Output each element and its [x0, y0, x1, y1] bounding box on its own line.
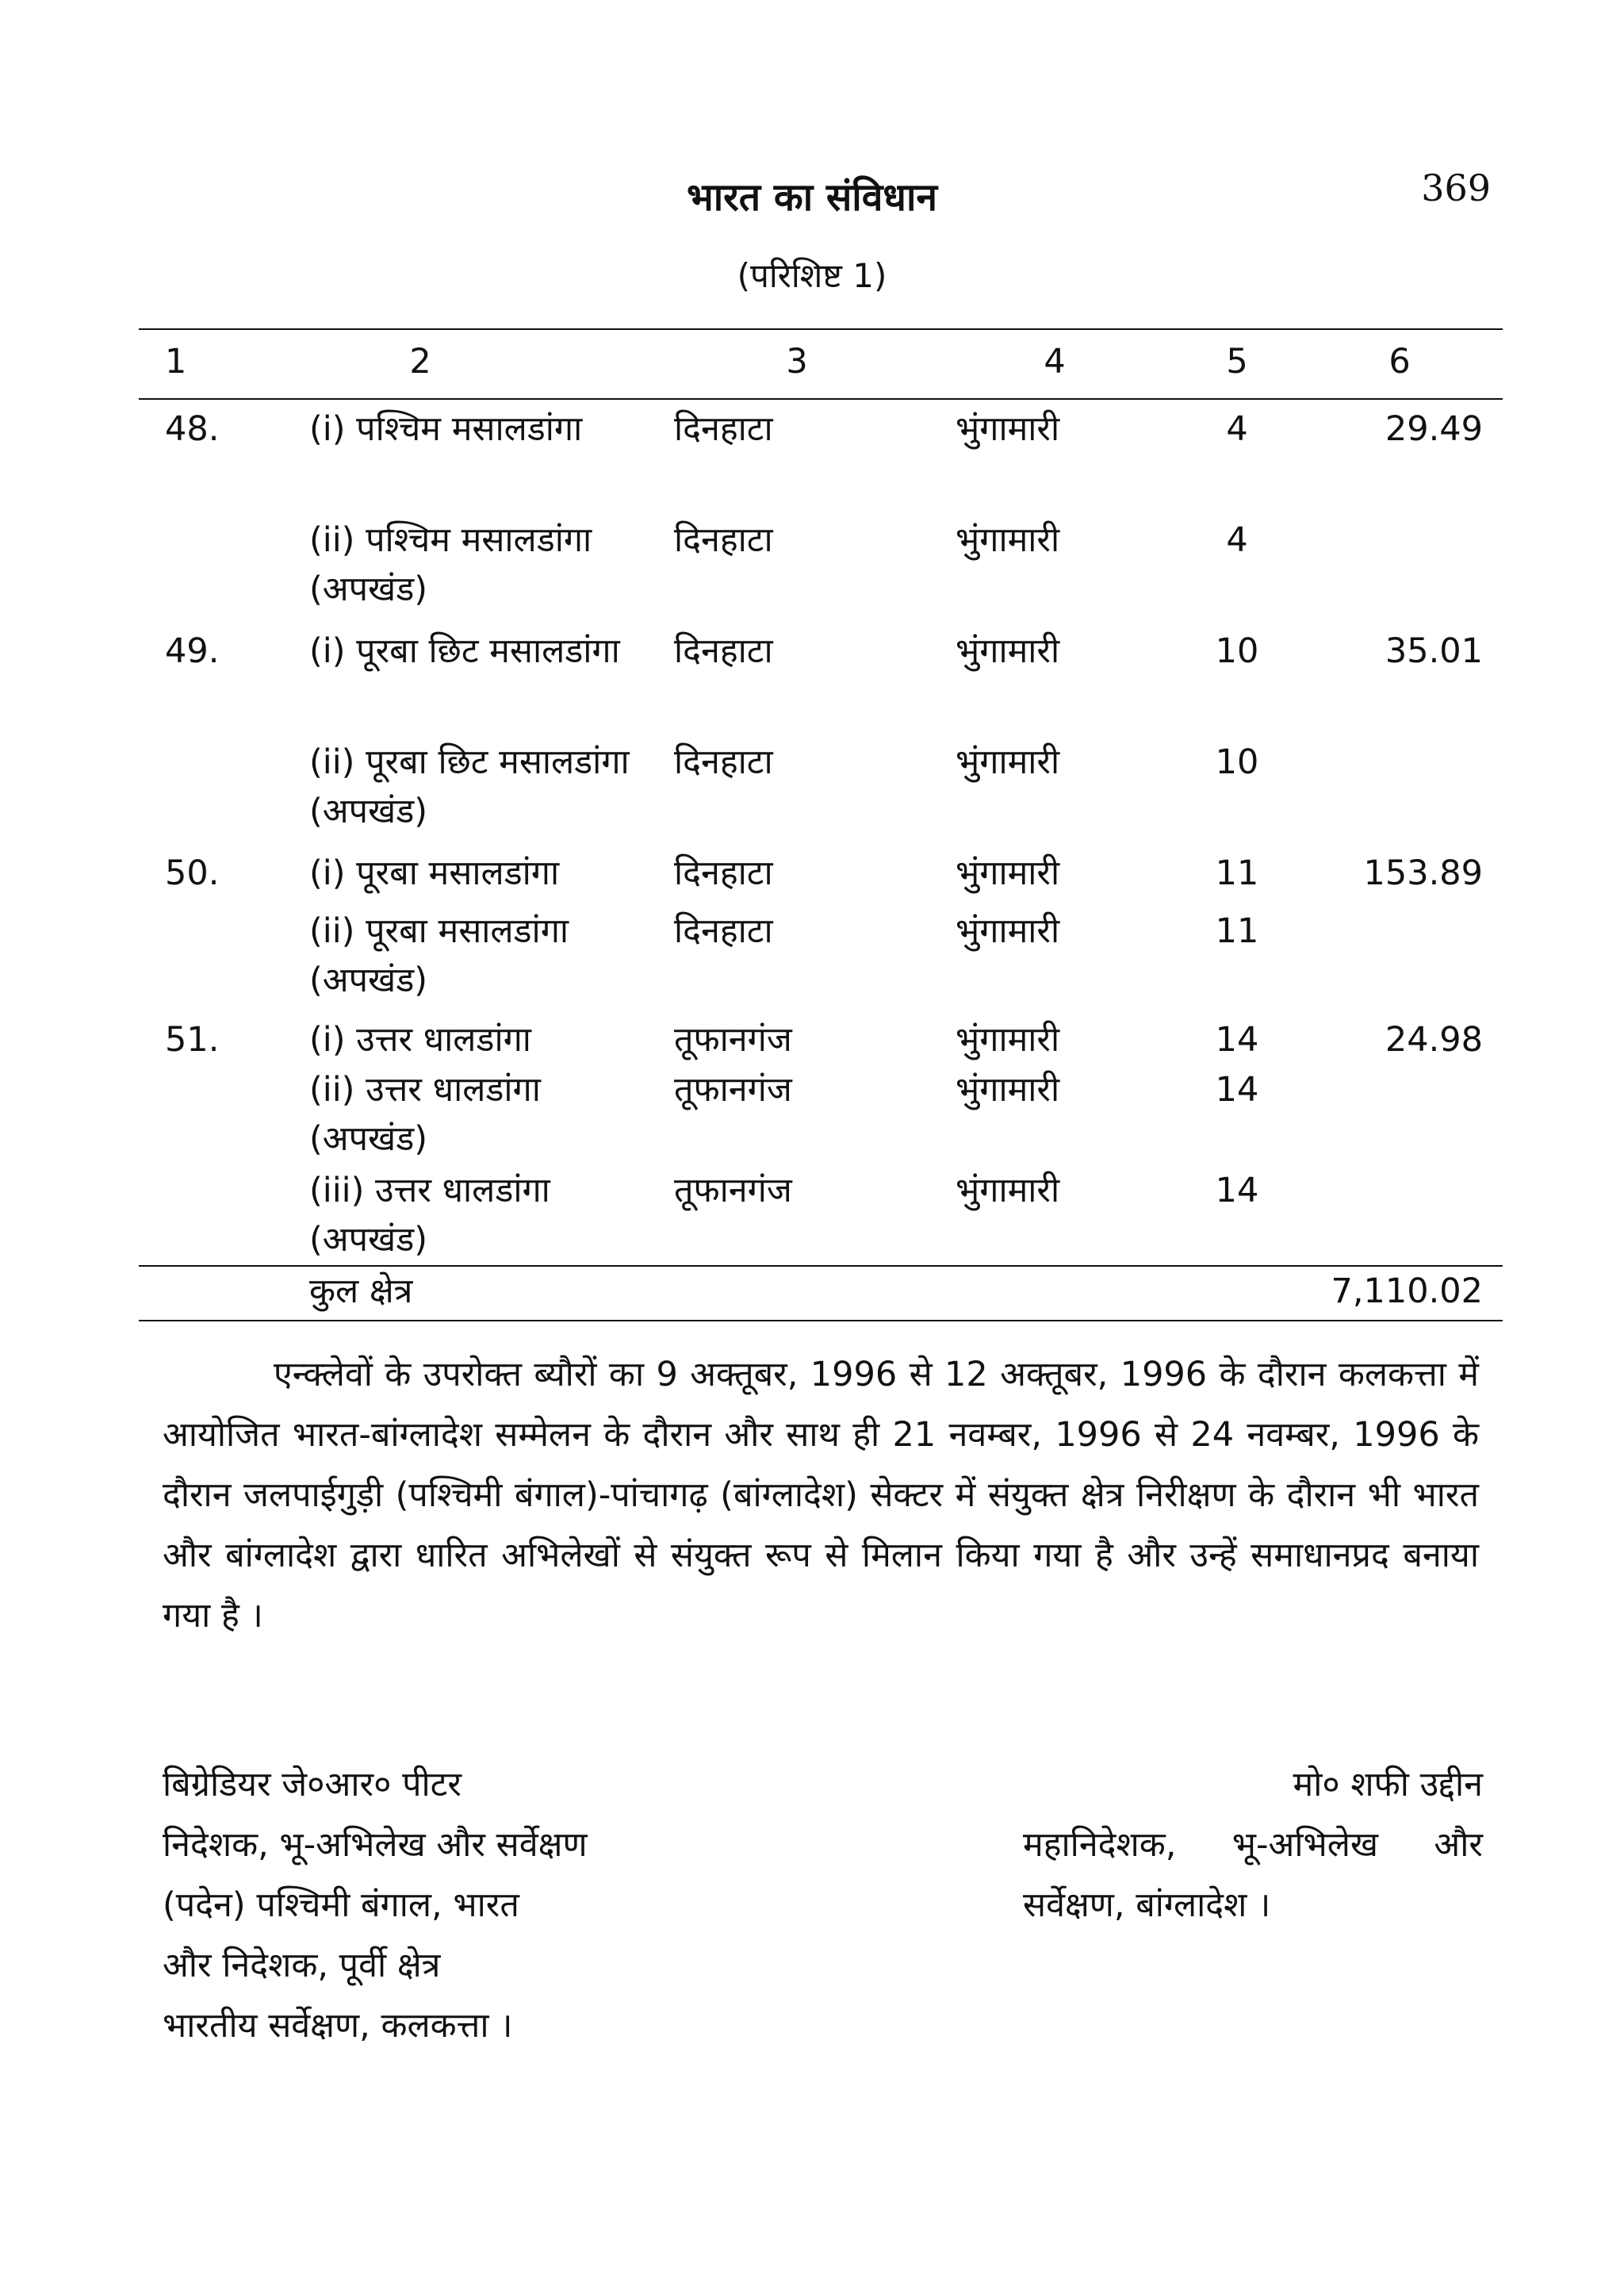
police-station-name: भुंगामारी: [956, 1171, 1060, 1210]
subdivision-name: तूफानगंज: [674, 1070, 792, 1110]
area-value: 29.49: [1385, 409, 1483, 449]
subdivision-name: तूफानगंज: [674, 1171, 792, 1210]
subdivision-name: दिनहाटा: [674, 742, 773, 782]
total-value: 7,110.02: [1331, 1271, 1483, 1311]
subdivision-name: दिनहाटा: [674, 911, 773, 951]
area-value: 153.89: [1363, 853, 1483, 893]
enclave-name: (ii) पूरबा छिट मसालडांगा (अपखंड): [309, 742, 630, 831]
subdivision-name: दिनहाटा: [674, 631, 773, 671]
signatory-designation-line: (पदेन) पश्चिमी बंगाल, भारत: [163, 1885, 519, 1925]
jurisdiction-list-number: 14: [1215, 1020, 1259, 1060]
signatory-designation-line: और निदेशक, पूर्वी क्षेत्र: [163, 1946, 441, 1985]
column-header-3: 3: [786, 342, 808, 382]
signatory-name: बिग्रेडियर जे०आर० पीटर: [163, 1765, 462, 1804]
signature-block-india: [163, 1754, 876, 2056]
enclave-number: 51.: [165, 1020, 220, 1060]
police-station-name: भुंगामारी: [956, 1070, 1060, 1110]
enclave-name: (ii) उत्तर धालडांगा (अपखंड): [309, 1070, 541, 1159]
page-title: भारत का संविधान: [686, 175, 938, 220]
enclave-number: 48.: [165, 409, 220, 449]
police-station-name: भुंगामारी: [956, 520, 1060, 560]
table-bottom-rule: [139, 1320, 1503, 1321]
enclave-name: (i) पश्चिम मसालडांगा: [309, 409, 583, 449]
subdivision-name: दिनहाटा: [674, 853, 773, 893]
police-station-name: भुंगामारी: [956, 853, 1060, 893]
column-header-6: 6: [1388, 342, 1411, 382]
police-station-name: भुंगामारी: [956, 911, 1060, 951]
signatory-designation-line: महानिदेशक, भू-अभिलेख और: [1023, 1825, 1483, 1865]
column-header-5: 5: [1226, 342, 1248, 382]
page-number: 369: [1421, 167, 1491, 209]
jurisdiction-list-number: 4: [1226, 409, 1248, 449]
enclave-number: 50.: [165, 853, 220, 893]
jurisdiction-list-number: 14: [1215, 1070, 1259, 1110]
jurisdiction-list-number: 11: [1215, 911, 1259, 951]
column-header-2: 2: [409, 342, 431, 382]
jurisdiction-list-number: 10: [1215, 742, 1259, 782]
subdivision-name: तूफानगंज: [674, 1020, 792, 1060]
police-station-name: भुंगामारी: [956, 409, 1060, 449]
enclave-name: (ii) पश्चिम मसालडांगा (अपखंड): [309, 520, 592, 609]
signatory-name: मो० शफी उद्दीन: [1293, 1765, 1483, 1804]
enclave-name: (i) पूरबा मसालडांगा: [309, 853, 560, 893]
police-station-name: भुंगामारी: [956, 631, 1060, 671]
total-label: कुल क्षेत्र: [309, 1271, 413, 1311]
signatory-designation-line: भारतीय सर्वेक्षण, कलकत्ता ।: [163, 2006, 513, 2046]
body-paragraph: एन्क्लेवों के उपरोक्त ब्यौरों का 9 अक्तूबर, 1996 से 12 अक्तूबर, 1996 के दौरान कलकत्ता में आयोजित भारत-बांग्लादेश सम्मेलन के दौरान और साथ ही 21 नवम्बर, 1996 से 24 नवम्बर, 1996 के दौरान जलपाईगुड़ी (पश्चिमी बंगाल)-पांचागढ़ (बांग्लादेश) सेक्टर में संयुक्त क्षेत्र निरीक्षण के दौरान भी भारत और बांग्लादेश द्वारा धारित अभिलेखों से संयुक्त रूप से मिलान किया गया है और उन्हें समाधानप्रद बनाया गया है ।: [163, 1355, 1479, 1636]
area-value: 35.01: [1385, 631, 1483, 671]
police-station-name: भुंगामारी: [956, 742, 1060, 782]
signatory-designation-line: निदेशक, भू-अभिलेख और सर्वेक्षण: [163, 1825, 588, 1865]
jurisdiction-list-number: 11: [1215, 853, 1259, 893]
page-subtitle: (परिशिष्ट 1): [737, 256, 887, 295]
enclave-name: (ii) पूरबा मसालडांगा (अपखंड): [309, 911, 569, 1000]
enclave-number: 49.: [165, 631, 220, 671]
jurisdiction-list-number: 14: [1215, 1171, 1259, 1210]
enclave-name: (i) पूरबा छिट मसालडांगा: [309, 631, 620, 671]
signature-block-bangladesh: [1023, 1754, 1483, 1935]
table-top-rule: [139, 328, 1503, 330]
jurisdiction-list-number: 4: [1226, 520, 1248, 560]
area-value: 24.98: [1385, 1020, 1483, 1060]
signatory-designation-line: सर्वेक्षण, बांग्लादेश ।: [1023, 1885, 1271, 1925]
jurisdiction-list-number: 10: [1215, 631, 1259, 671]
column-header-1: 1: [165, 342, 187, 382]
subdivision-name: दिनहाटा: [674, 409, 773, 449]
enclave-name: (i) उत्तर धालडांगा: [309, 1020, 531, 1060]
enclave-name: (iii) उत्तर धालडांगा (अपखंड): [309, 1171, 550, 1260]
subdivision-name: दिनहाटा: [674, 520, 773, 560]
column-header-4: 4: [1044, 342, 1066, 382]
police-station-name: भुंगामारी: [956, 1020, 1060, 1060]
table-header-rule: [139, 398, 1503, 400]
